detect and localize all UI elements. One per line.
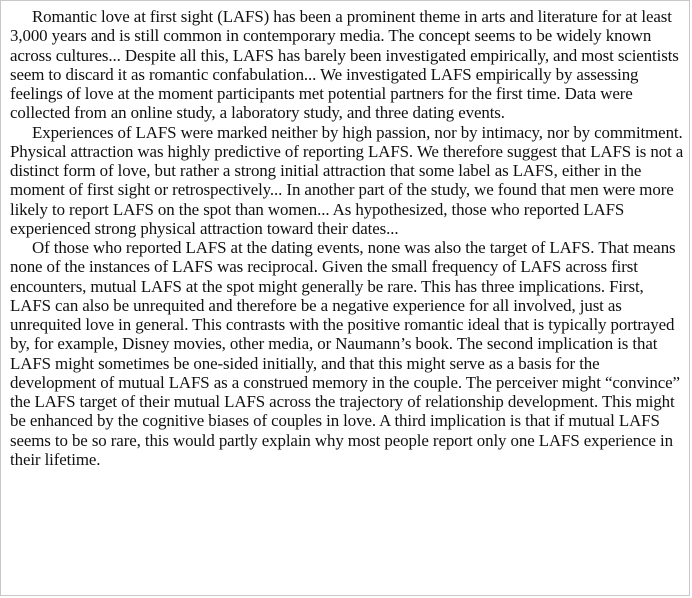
paragraph-2: Experiences of LAFS were marked neither by high passion, nor by intimacy, nor by commitment. Physical attraction was highly predictive of reporting LAFS. We therefore suggest that LAFS is not a distinct form of love, but rather a strong initial attraction that some label as LAFS, either in the moment of first sight or retrospectively... In another part of the study, we found that men were more likely to report LAFS on the spot than women... As hypothesized, those who reported LAFS experienced strong physical attraction toward their dates... (10, 122, 684, 238)
paragraph-3: Of those who reported LAFS at the dating events, none was also the target of LAFS. That means none of the instances of LAFS was reciprocal. Given the small frequency of LAFS across first encounters, mutual LAFS at the spot might generally be rare. This has three implications. First, LAFS can also be unrequited and therefore be a negative experience for all involved, just as unrequited love in general. This contrasts with the positive romantic ideal that is typically portrayed by, for example, Disney movies, other media, or Naumann’s book. The second implication is that LAFS might sometimes be one-sided initially, and that this might serve as a basis for the development of mutual LAFS as a construed memory in the couple. The perceiver might “convince” the LAFS target of their mutual LAFS across the trajectory of relationship development. This might be enhanced by the cognitive biases of couples in love. A third implication is that if mutual LAFS seems to be so rare, this would partly explain why most people report only one LAFS experience in their lifetime. (10, 238, 680, 469)
reading-passage (10, 7, 688, 469)
paragraph-1: Romantic love at first sight (LAFS) has been a prominent theme in arts and literature for at least 3,000 years and is still common in contemporary media. The concept seems to be widely known across cultures... Despite all this, LAFS has barely been investigated empirically, and most scientists seem to discard it as romantic confabulation... We investigated LAFS empirically by assessing feelings of love at the moment participants met potential partners for the first time. Data were collected from an online study, a laboratory study, and three dating events. (10, 7, 679, 123)
